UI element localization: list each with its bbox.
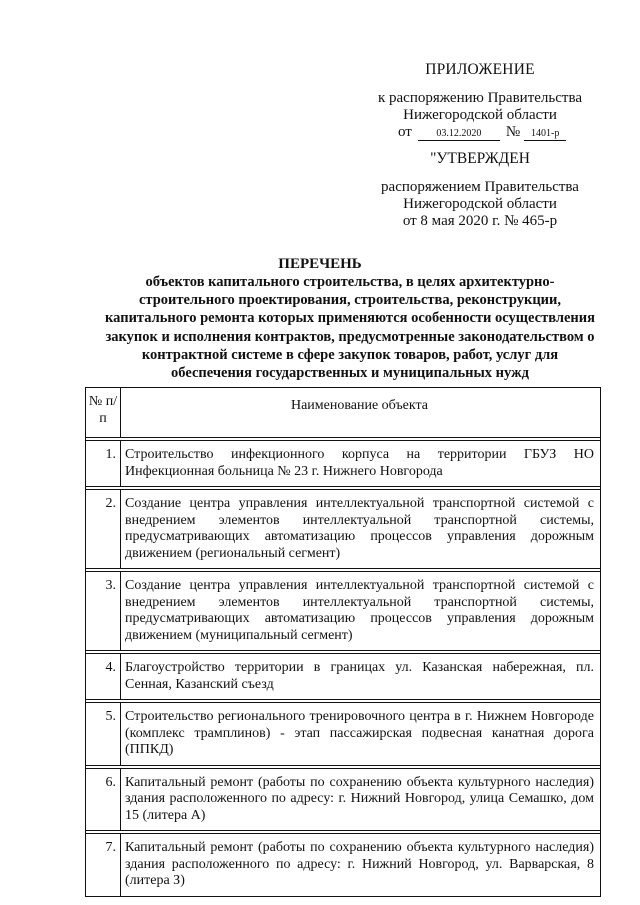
approved-title: "УТВЕРЖДЕН <box>430 150 530 167</box>
approved-region: Нижегородской области <box>403 196 557 212</box>
objects-table <box>85 387 601 897</box>
table-row <box>86 572 601 651</box>
row-number: 6. <box>86 768 121 831</box>
table-header-row <box>86 388 601 438</box>
appendix-number: 1401-р <box>524 128 566 141</box>
row-number: 2. <box>86 490 121 569</box>
table-row <box>86 768 601 831</box>
table-row <box>86 441 601 487</box>
appendix-to: к распоряжению Правительства <box>377 90 582 106</box>
table-row <box>86 834 601 897</box>
document-title: ПЕРЕЧЕНЬ <box>278 256 362 272</box>
approved-date: от 8 мая 2020 г. № 465-р <box>402 213 558 229</box>
appendix-date-number-line <box>398 124 598 141</box>
row-number: 4. <box>86 654 121 700</box>
row-name: Строительство инфекционного корпуса на территории ГБУЗ НО Инфекционная больница № 23 г. Нижнего Новгорода <box>121 441 601 487</box>
appendix-number-label: № <box>505 124 521 140</box>
approved-by: распоряжением Правительства <box>381 179 579 195</box>
appendix-region: Нижегородской области <box>403 107 557 123</box>
row-name: Создание центра управления интеллектуальной транспортной системой с внедрением элементов интеллектуальной транспортной системы, предусматривающих автоматизацию процессов управления дорожным движением (региональный сегмент) <box>121 490 601 569</box>
column-header-name: Наименование объекта <box>121 388 601 438</box>
row-number: 5. <box>86 703 121 766</box>
row-name: Капитальный ремонт (работы по сохранению объекта культурного наследия) здания расположенного по адресу: г. Нижний Новгород, улица Семашко, дом 15 (литера А) <box>121 768 601 831</box>
row-number: 3. <box>86 572 121 651</box>
column-header-number: № п/п <box>86 388 121 438</box>
row-name: Строительство регионального тренировочного центра в г. Нижнем Новгороде (комплекс трамплинов) - этап пассажирская подвесная канатная дорога (ППКД) <box>121 703 601 766</box>
table-row <box>86 654 601 700</box>
appendix-date: 03.12.2020 <box>418 128 500 141</box>
row-number: 7. <box>86 834 121 897</box>
table-row <box>86 490 601 569</box>
row-name: Благоустройство территории в границах ул. Казанская набережная, пл. Сенная, Казанский съезд <box>121 654 601 700</box>
appendix-from-label: от <box>398 124 412 140</box>
table-row <box>86 703 601 766</box>
appendix-title: ПРИЛОЖЕНИЕ <box>425 61 535 78</box>
row-number: 1. <box>86 441 121 487</box>
row-name: Капитальный ремонт (работы по сохранению объекта культурного наследия) здания расположенного по адресу: г. Нижний Новгород, ул. Варварская, 8 (литера З) <box>121 834 601 897</box>
row-name: Создание центра управления интеллектуальной транспортной системой с внедрением элементов интеллектуальной транспортной системы, предусматривающих автоматизацию процессов управления дорожным движением (муниципальный сегмент) <box>121 572 601 651</box>
document-subtitle: объектов капитального строительства, в целях архитектурно-строительного проектирования, строительства, реконструкции, капитального ремонта которых применяются особенности осуществления закупок и исполнения контрактов, предусмотренные законодательством о контрактной системе в сфере закупок товаров, работ, услуг для обеспечения государственных и муниципальных нужд <box>105 274 595 382</box>
